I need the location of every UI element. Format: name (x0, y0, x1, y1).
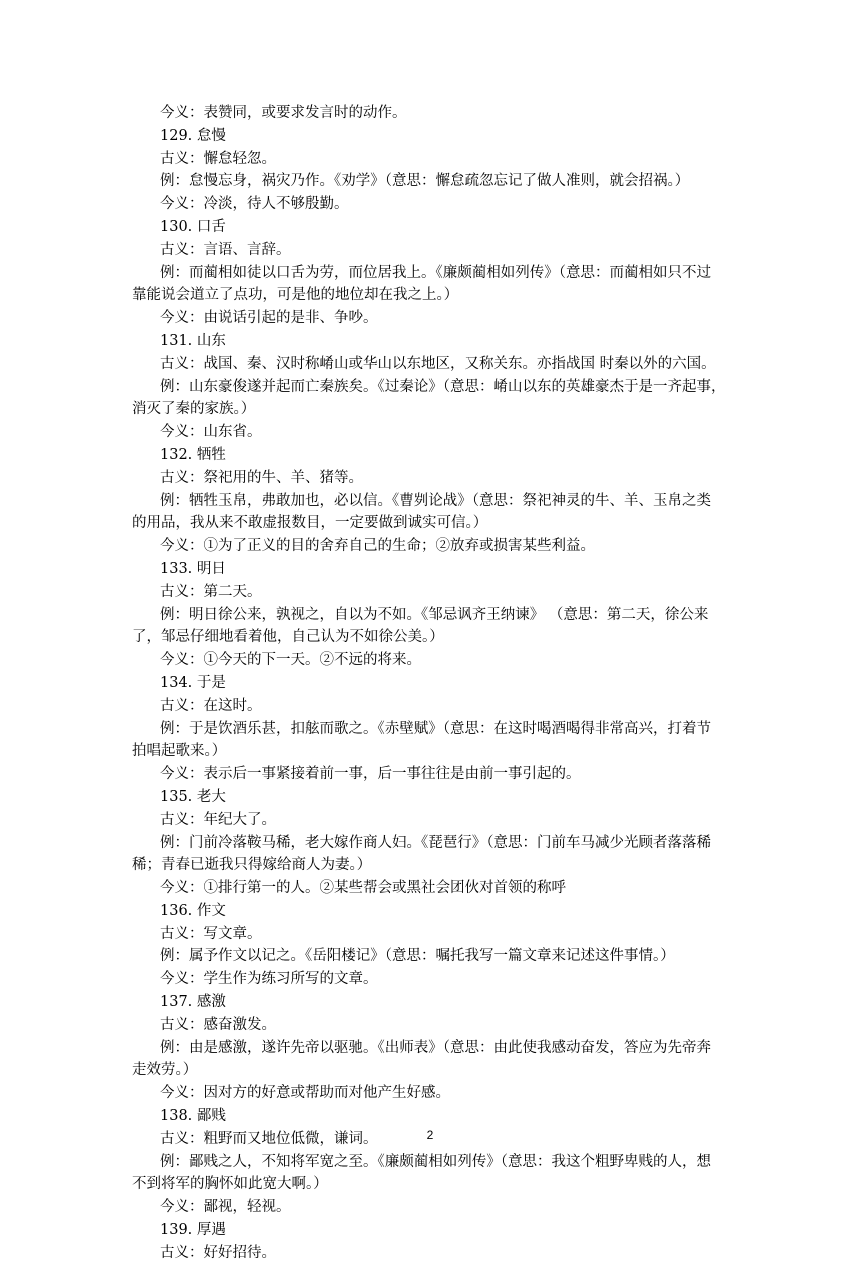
entry-heading: 131. 山东 (160, 332, 226, 349)
text-line: 古义：年纪大了。 (160, 811, 276, 828)
text-line: 例：于是饮酒乐甚，扣舷而歌之。《赤壁赋》（意思：在这时喝酒喝得非常高兴，打着节 (160, 720, 711, 737)
entry-heading: 132. 牺牲 (160, 446, 226, 463)
text-line: 古义：懈怠轻忽。 (160, 150, 276, 167)
text-line: 古义：祭祀用的牛、羊、猪等。 (160, 469, 363, 486)
entry-heading: 129. 怠慢 (160, 127, 226, 144)
text-line: 今义：学生作为练习所写的文章。 (160, 971, 378, 988)
text-line: 今义：①今天的下一天。②不远的将来。 (160, 652, 421, 669)
document-body (132, 102, 732, 1265)
text-line: 例：鄙贱之人，不知将军宽之至。《廉颇蔺相如列传》（意思：我这个粗野卑贱的人，想 (160, 1153, 711, 1170)
entry-heading: 133. 明日 (160, 560, 226, 577)
text-line: 今义：由说话引起的是非、争吵。 (160, 310, 378, 327)
text-line: 古义：言语、言辞。 (160, 241, 291, 258)
text-line: 古义：感奋激发。 (160, 1016, 276, 1033)
text-line: 例：而蔺相如徒以口舌为劳，而位居我上。《廉颇蔺相如列传》（意思：而蔺相如只不过 (160, 264, 711, 281)
text-line: 今义：因对方的好意或帮助而对他产生好感。 (160, 1085, 450, 1102)
text-line: 例：山东豪俊遂并起而亡秦族矣。《过秦论》（意思：崤山以东的英雄豪杰于是一齐起事， (160, 378, 726, 395)
entry-heading: 134. 于是 (160, 674, 226, 691)
text-line: 今义：表示后一事紧接着前一事，后一事往往是由前一事引起的。 (160, 766, 581, 783)
entry-heading: 139. 厚遇 (160, 1222, 226, 1239)
text-line: 今义：①排行第一的人。②某些帮会或黑社会团伙对首领的称呼 (160, 880, 566, 897)
entry-heading: 135. 老大 (160, 788, 226, 805)
text-line: 古义：第二天。 (160, 583, 262, 600)
text-line: 古义：战国、秦、汉时称崤山或华山以东地区，又称关东。亦指战国 时秦以外的六国。 (160, 355, 716, 372)
text-line: 例：明日徐公来，孰视之，自以为不如。《邹忌讽齐王纳谏》 （意思：第二天，徐公来 (160, 606, 709, 623)
text-line: 稀；青春已逝我只得嫁给商人为妻。） (132, 857, 372, 874)
entry-heading: 130. 口舌 (160, 218, 226, 235)
entry-heading: 136. 作文 (160, 902, 226, 919)
text-line: 消灭了秦的家族。） (132, 401, 256, 418)
text-line: 走效劳。） (132, 1062, 198, 1079)
text-line: 今义：①为了正义的目的舍弃自己的生命；②放弃或损害某些利益。 (160, 538, 595, 555)
text-line: 的用品，我从来不敢虚报数目，一定要做到诚实可信。） (132, 515, 488, 532)
text-line: 靠能说会道立了点功，可是他的地位却在我之上。） (132, 287, 459, 304)
entry-heading: 137. 感激 (160, 994, 226, 1011)
text-line: 今义：表赞同，或要求发言时的动作。 (160, 105, 407, 121)
text-line: 今义：冷淡，待人不够殷勤。 (160, 196, 349, 213)
text-line: 古义：好好招待。 (160, 1244, 276, 1261)
text-line: 古义：粗野而又地位低微，谦词。 (160, 1130, 378, 1147)
text-line: 拍唱起歌来。） (132, 743, 227, 760)
text-line: 古义：写文章。 (160, 925, 262, 942)
text-line: 例：门前冷落鞍马稀，老大嫁作商人妇。《琵琶行》（意思：门前车马减少光顾者落落稀 (160, 834, 711, 851)
text-line: 例：怠慢忘身，祸灾乃作。《劝学》（意思：懈怠疏忽忘记了做人准则，就会招祸。） (160, 173, 690, 190)
text-line: 例：属予作文以记之。《岳阳楼记》（意思：嘱托我写一篇文章来记述这件事情。） (160, 948, 675, 965)
text-line: 了，邹忌仔细地看着他，自己认为不如徐公美。） (132, 629, 444, 646)
text-line: 例：由是感激，遂许先帝以驱驰。《出师表》（意思：由此使我感动奋发，答应为先帝奔 (160, 1039, 711, 1056)
page-number: 2 (426, 1128, 434, 1142)
text-line: 今义：山东省。 (160, 424, 262, 441)
text-line: 不到将军的胸怀如此宽大啊。） (132, 1176, 328, 1193)
entry-heading: 138. 鄙贱 (160, 1108, 226, 1125)
text-line: 今义：鄙视，轻视。 (160, 1199, 291, 1216)
text-line: 例：牺牲玉帛，弗敢加也，必以信。《曹刿论战》（意思：祭祀神灵的牛、羊、玉帛之类 (160, 492, 711, 509)
text-line: 古义：在这时。 (160, 697, 262, 714)
